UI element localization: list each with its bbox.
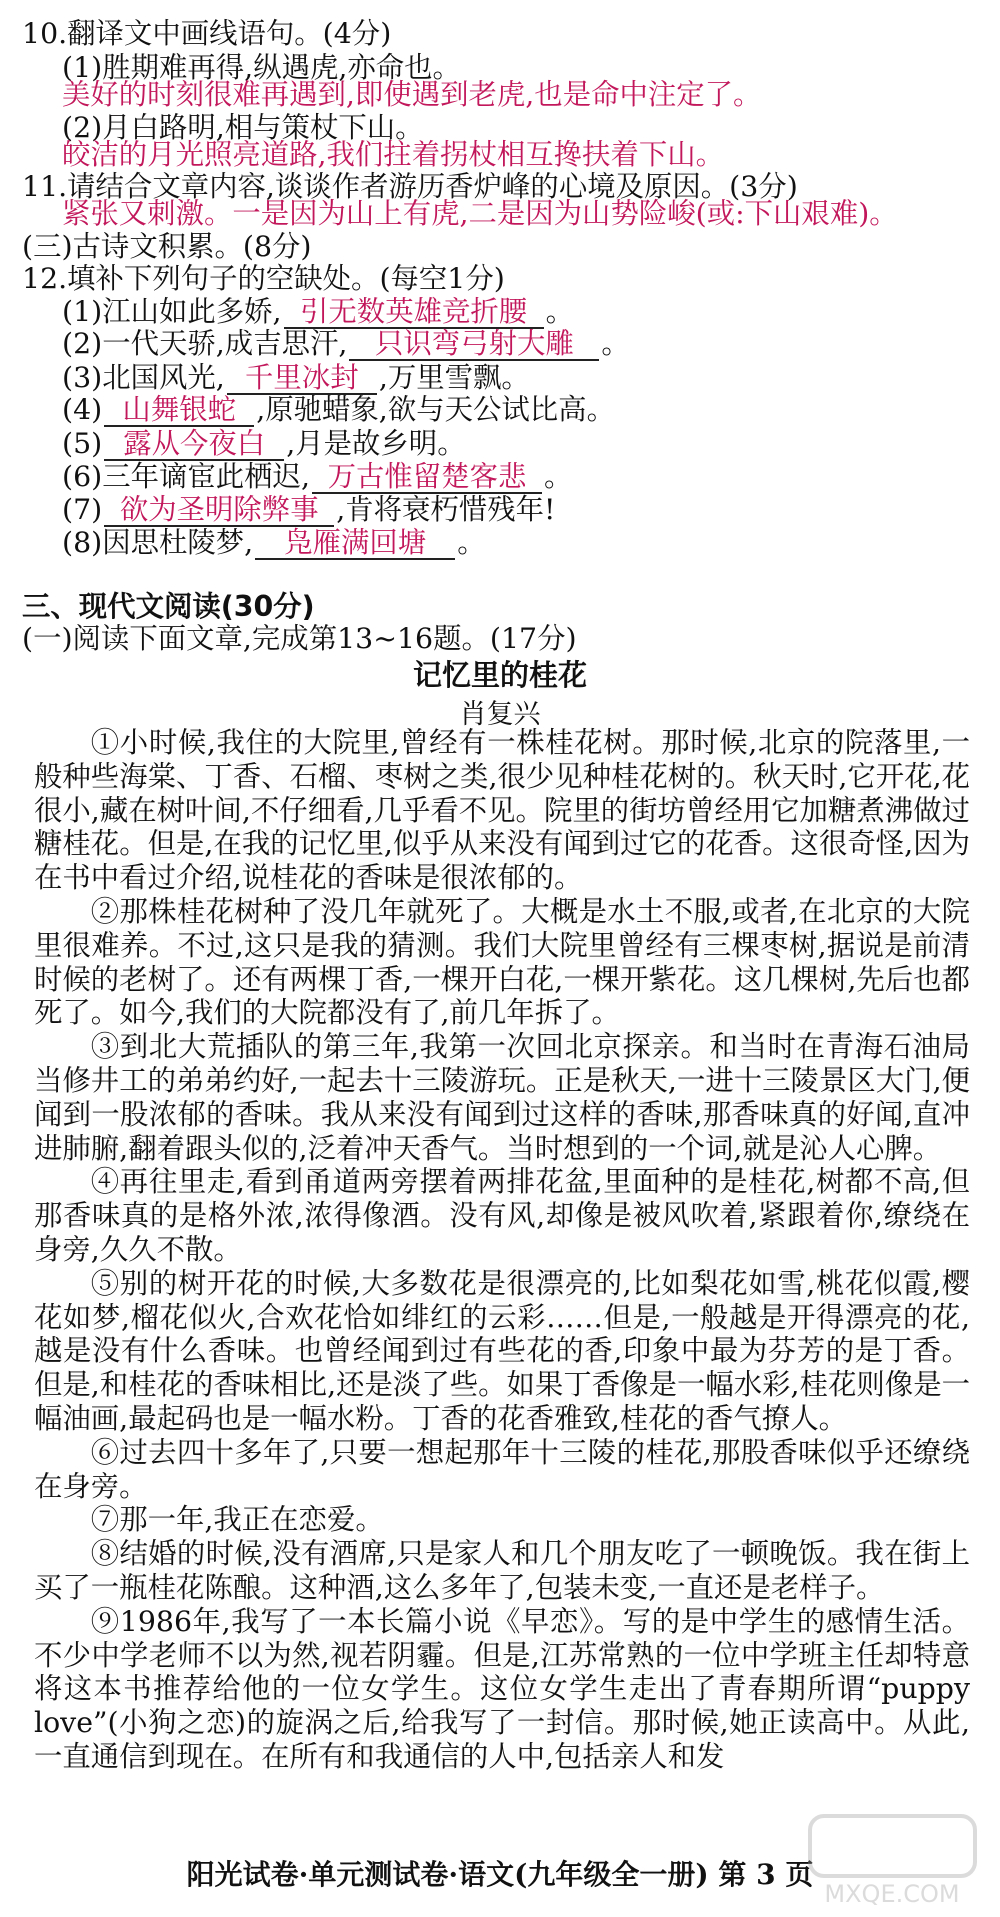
paragraph-2: ②那株桂花树种了没几年就死了。大概是水土不服,或者,在北京的大院里很难养。不过,这只是我的猜测。我们大院里曾经有三棵枣树,据说是前清时候的老树了。还有两棵丁香,一棵开白花,一棵开紫花。这几棵树,先后也都死了。如今,我们的大院都没有了,前几年拆了。 <box>34 894 970 1030</box>
article-body <box>34 726 970 1774</box>
q11-title: 11.请结合文章内容,谈谈作者游历香炉峰的心境及原因。(3分) <box>22 170 798 203</box>
paragraph-9: ⑨1986年,我写了一本长篇小说《早恋》。写的是中学生的感情生活。不少中学老师不以为然,视若阴霾。但是,江苏常熟的一位中学班主任却特意将这本书推荐给他的一位女学生。这位女学生走出了青春期所谓“puppy love”(小狗之恋)的旋涡之后,给我写了一封信。那时候,她正读高中。从此,一直通信到现在。在所有和我通信的人中,包括亲人和发 <box>34 1604 970 1773</box>
q10-answer-2: 皎洁的月光照亮道路,我们拄着拐杖相互搀扶着下山。 <box>62 138 725 171</box>
q10-title: 10.翻译文中画线语句。(4分) <box>22 17 392 50</box>
q11-answer: 紧张又刺激。一是因为山上有虎,二是因为山势险峻(或:下山艰难)。 <box>62 197 898 230</box>
q10-sentence-1: (1)胜期难再得,纵遇虎,亦命也。 <box>62 51 461 84</box>
page-footer: 阳光试卷·单元测试卷·语文(九年级全一册) 第 3 页 <box>186 1858 814 1891</box>
paragraph-6: ⑥过去四十多年了,只要一想起那年十三陵的桂花,那股香味似乎还缭绕在身旁。 <box>34 1435 970 1503</box>
watermark-logo <box>800 1810 985 1910</box>
paragraph-3: ③到北大荒插队的第三年,我第一次回北京探亲。和当时在青海石油局当修井工的弟弟约好,一起去十三陵游玩。正是秋天,一进十三陵景区大门,便闻到一股浓郁的香味。我从来没有闻到过这样的香味,那香味真的好闻,直冲进肺腑,翻着跟头似的,泛着冲天香气。当时想到的一个词,就是沁人心脾。 <box>34 1030 970 1165</box>
q12-answer-7: 欲为圣明除弊事 <box>104 495 334 527</box>
q12-item-6: (6)三年谪宦此栖迟, 万古惟留楚客悲 。 <box>62 460 573 493</box>
q12-item-8: (8)因思杜陵梦, 凫雁满回塘 。 <box>62 526 486 559</box>
paragraph-5: ⑤别的树开花的时候,大多数花是很漂亮的,比如梨花如雪,桃花似霞,樱花如梦,榴花似火,合欢花恰如绯红的云彩……但是,一般越是开得漂亮的花,越是没有什么香味。也曾经闻到过有些花的香,印象中最为芬芳的是丁香。但是,和桂花的香味相比,还是淡了些。如果丁香像是一幅水彩,桂花则像是一幅油画,最起码也是一幅水粉。丁香的花香雅致,桂花的香气撩人。 <box>34 1266 970 1435</box>
part-3-instructions: (一)阅读下面文章,完成第13~16题。(17分) <box>22 622 577 655</box>
q12-answer-4: 山舞银蛇 <box>104 395 254 427</box>
q10-answer-1: 美好的时刻很难再遇到,即使遇到老虎,也是命中注定了。 <box>62 78 762 111</box>
q12-item-2: (2)一代天骄,成吉思汗, 只识弯弓射大雕 。 <box>62 327 630 360</box>
paragraph-1: ①小时候,我住的大院里,曾经有一株桂花树。那时候,北京的院落里,一般种些海棠、丁香、石榴、枣树之类,很少见种桂花树的。秋天时,它开花,花很小,藏在树叶间,不仔细看,几乎看不见。院里的街坊曾经用它加糖煮沸做过糖桂花。但是,在我的记忆里,似乎从来没有闻到过它的花香。这很奇怪,因为在书中看过介绍,说桂花的香味是很浓郁的。 <box>34 726 970 895</box>
q12-item-7: (7) 欲为圣明除弊事 ,肯将衰朽惜残年! <box>62 493 556 526</box>
q10-sentence-2: (2)月白路明,相与策杖下山。 <box>62 111 424 144</box>
article-author: 肖复兴 <box>459 699 541 730</box>
q12-answer-6: 万古惟留楚客悲 <box>312 462 542 494</box>
section-3-heading: (三)古诗文积累。(8分) <box>22 230 312 263</box>
q12-item-5: (5) 露从今夜白 ,月是故乡明。 <box>62 427 466 460</box>
paragraph-7: ⑦那一年,我正在恋爱。 <box>90 1503 384 1537</box>
paragraph-8: ⑧结婚的时候,没有酒席,只是家人和几个朋友吃了一顿晚饭。我在街上买了一瓶桂花陈酿。这种酒,这么多年了,包装未变,一直还是老样子。 <box>34 1537 970 1604</box>
article-title: 记忆里的桂花 <box>412 658 587 692</box>
q12-title: 12.填补下列句子的空缺处。(每空1分) <box>22 262 505 295</box>
q12-answer-3: 千里冰封 <box>227 363 377 395</box>
q12-answer-2: 只识弯弓射大雕 <box>349 329 599 361</box>
q12-answer-8: 凫雁满回塘 <box>255 528 455 560</box>
watermark-text: MXQE.COM <box>824 1880 960 1908</box>
q12-answer-1: 引无数英雄竞折腰 <box>284 297 544 329</box>
q12-item-1: (1)江山如此多娇, 引无数英雄竞折腰 。 <box>62 295 574 328</box>
paragraph-4: ④再往里走,看到甬道两旁摆着两排花盆,里面种的是桂花,树都不高,但那香味真的是格外浓,浓得像酒。没有风,却像是被风吹着,紧跟着你,缭绕在身旁,久久不散。 <box>34 1165 970 1266</box>
part-3-heading: 三、现代文阅读(30分) <box>22 590 315 623</box>
q12-item-3: (3)北国风光, 千里冰封 ,万里雪飘。 <box>62 361 530 394</box>
q12-item-4: (4) 山舞银蛇 ,原驰蜡象,欲与天公试比高。 <box>62 393 615 426</box>
q12-answer-5: 露从今夜白 <box>104 429 284 461</box>
